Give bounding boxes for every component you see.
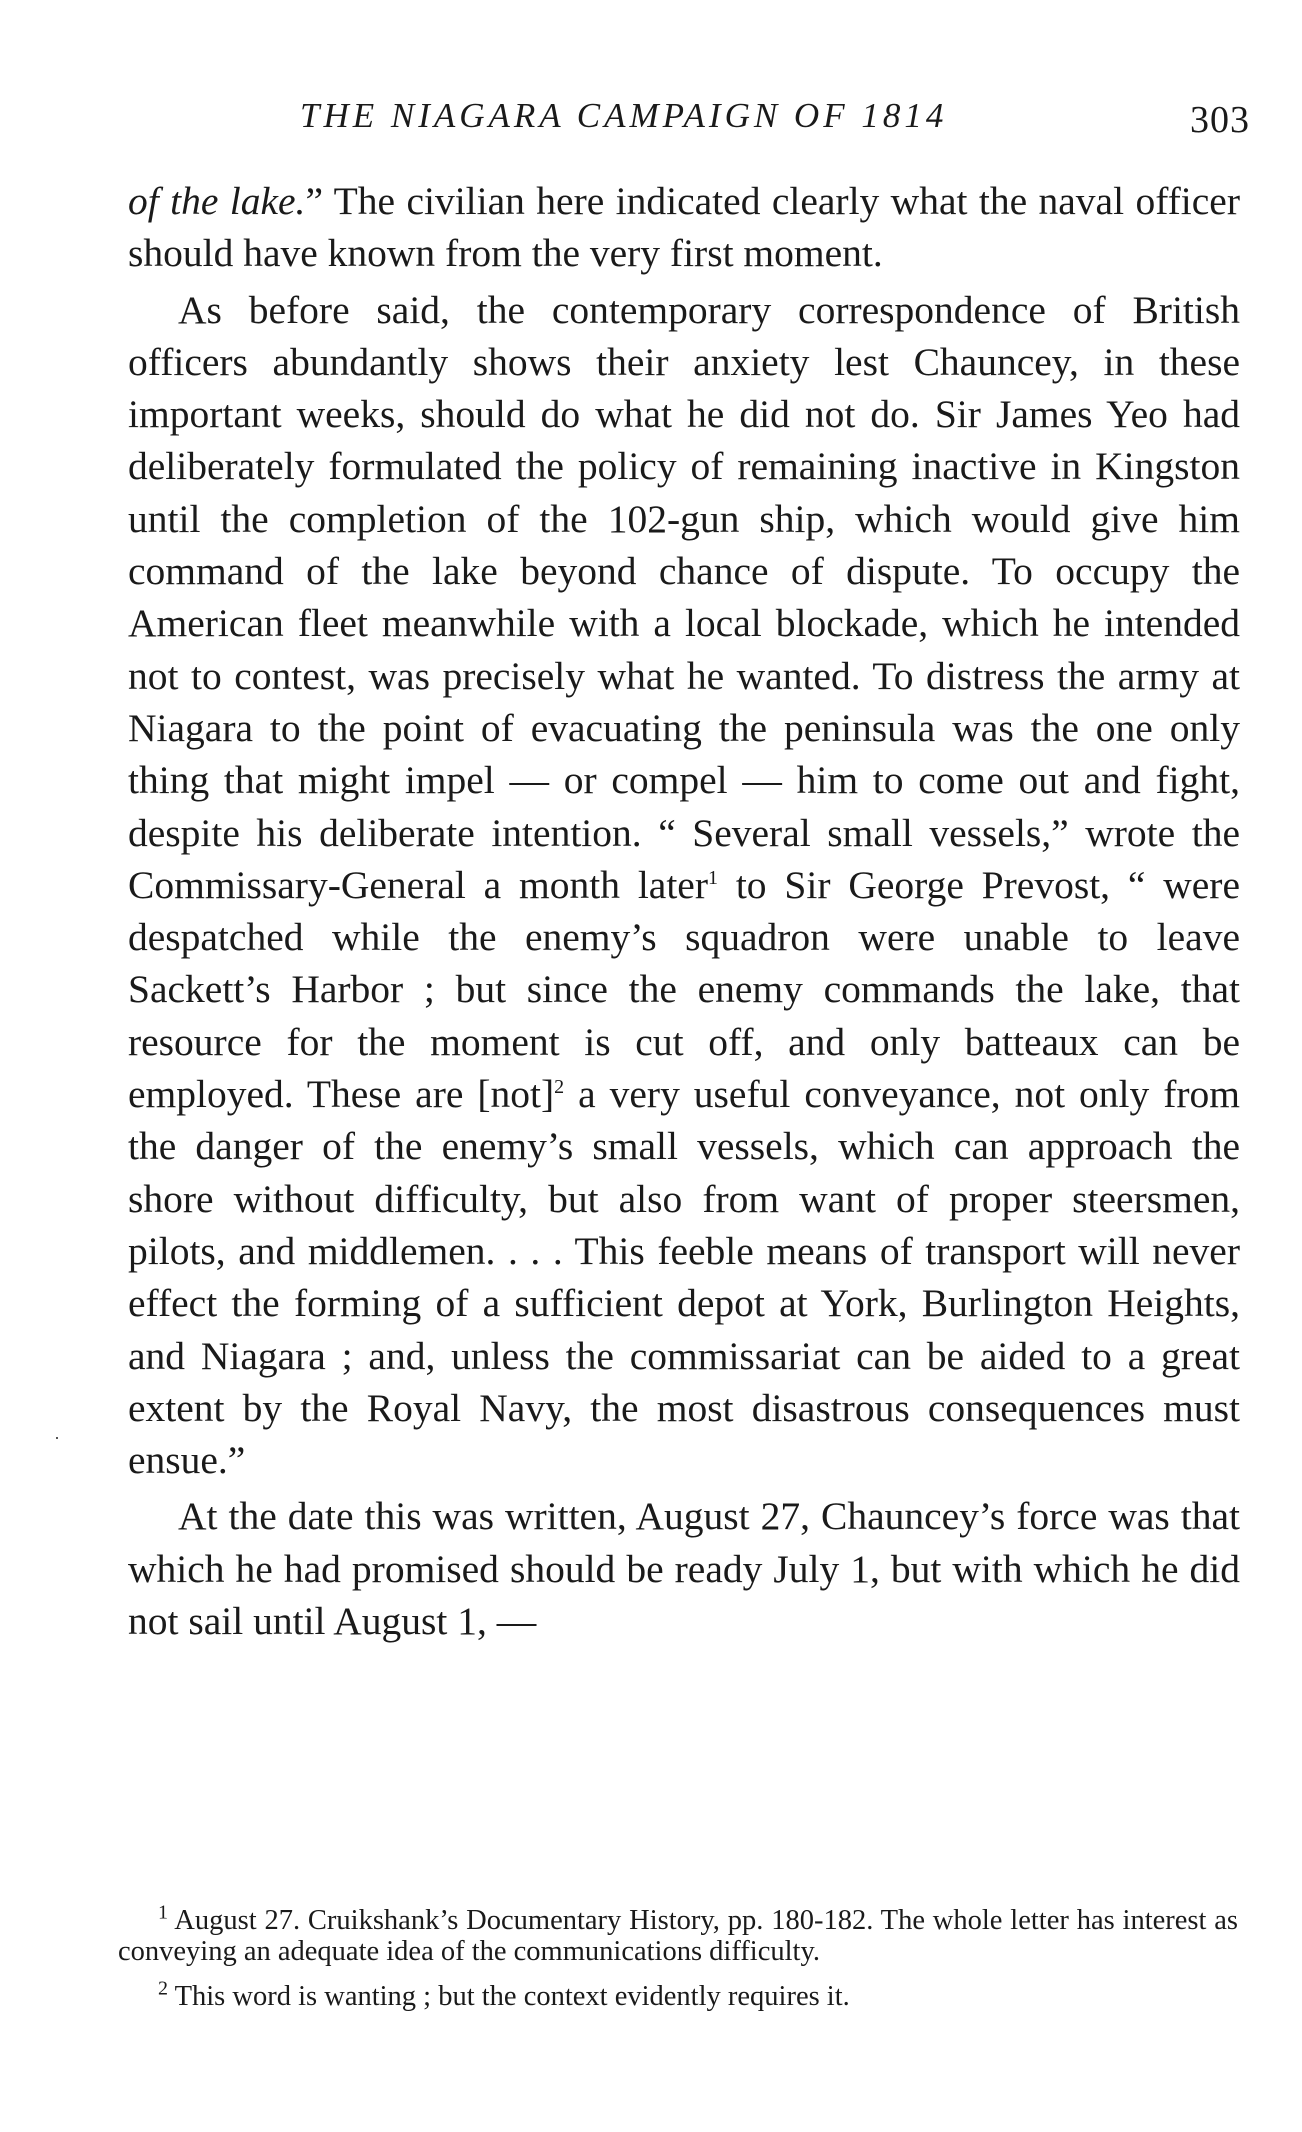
- footnote-2-text: This word is wanting ; but the context evidently requires it.: [168, 1981, 850, 2012]
- page-number: 303: [1190, 99, 1250, 141]
- footnotes: [118, 1901, 1238, 2012]
- footnote-1: [118, 1901, 1238, 1967]
- paragraph-3-text: At the date this was written, August 27, Chauncey’s force was that which he had promised should be ready July 1, but with which he did not sail until August 1, —: [128, 1494, 1240, 1644]
- margin-speck: [56, 1437, 58, 1439]
- footnote-2-mark: 2: [158, 1977, 168, 2000]
- paragraph-3: [128, 1490, 1240, 1647]
- paragraph-1-text: ” The civilian here indicated clearly what the naval officer should have known from the very first moment.: [128, 179, 1240, 276]
- paragraph-1: [128, 175, 1240, 280]
- paragraph-2-text-b: to Sir George Prevost, “ were despatched while the enemy’s squadron were unable to leave Sackett’s Harbor ; but since the enemy commands the lake, that resource for the moment is cut off, and only batteaux can be employed. These are [not]: [128, 862, 1240, 1117]
- running-title: THE NIAGARA CAMPAIGN OF 1814: [300, 96, 948, 135]
- running-head: [120, 96, 1250, 146]
- footnote-2: [118, 1977, 1238, 2012]
- footnote-ref-2[interactable]: 2: [554, 1075, 565, 1098]
- paragraph-2: [128, 284, 1240, 1487]
- paragraph-2-text-c: a very useful conveyance, not only from the danger of the enemy’s small vessels, which can approach the shore without difficulty, but also from want of proper steersmen, pilots, and middlemen. . . . This feeble means of transport will never effect the forming of a sufficient depot at York, Burlington Heights, and Niagara ; and, unless the commissariat can be aided to a great extent by the Royal Navy, the most disastrous consequences must ensue.”: [128, 1072, 1241, 1483]
- footnote-1-text: August 27. Cruikshank’s Documentary History, pp. 180-182. The whole letter has interest as conveying an adequate idea of the communications difficulty.: [118, 1905, 1238, 1967]
- paragraph-2-text-a: As before said, the contemporary correspondence of British officers abundantly shows their anxiety lest Chauncey, in these important weeks, should do what he did not do. Sir James Yeo had deliberately formulated the policy of remaining inactive in Kingston until the completion of the 102-gun ship, which would give him command of the lake beyond chance of dispute. To occupy the American fleet meanwhile with a local blockade, which he intended not to contest, was precisely what he wanted. To distress the army at Niagara to the point of evacuating the peninsula was the one only thing that might impel — or compel — him to come out and fight, despite his deliberate intention. “ Several small vessels,” wrote the Commissary-General a month later: [128, 287, 1240, 907]
- footnote-ref-1[interactable]: 1: [708, 866, 718, 889]
- body-text: [128, 175, 1240, 1647]
- footnote-1-mark: 1: [158, 1901, 168, 1924]
- paragraph-1-italic-lead: of the lake.: [128, 179, 306, 223]
